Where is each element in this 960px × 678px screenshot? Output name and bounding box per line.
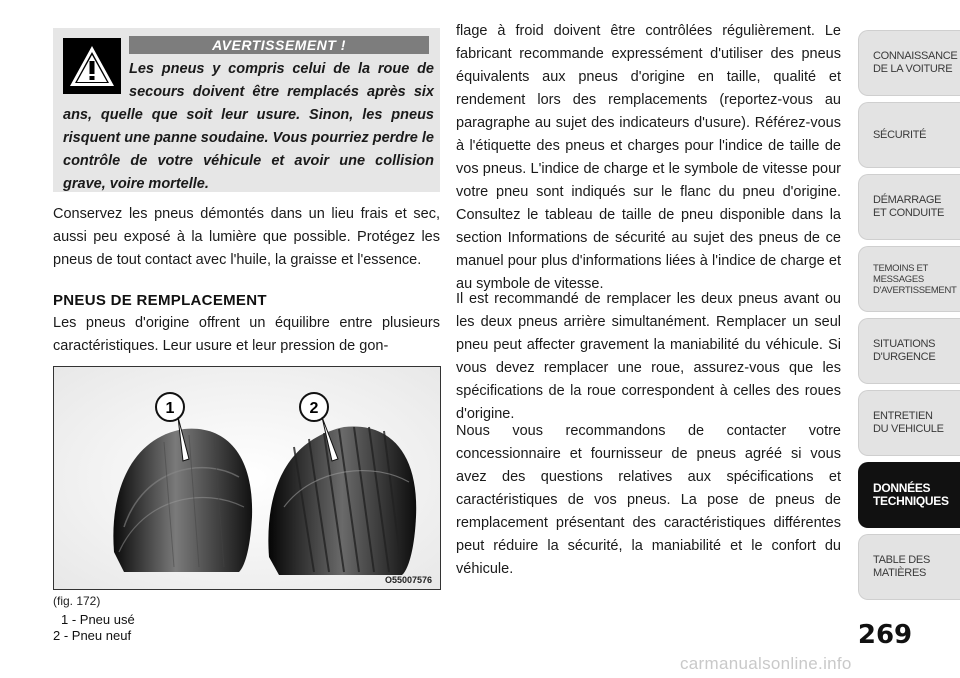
tire-figure xyxy=(53,366,441,590)
tab-demarrage[interactable]: DÉMARRAGE ET CONDUITE xyxy=(858,174,960,240)
figure-code: O55007576 xyxy=(384,575,432,585)
figure-caption: (fig. 172) xyxy=(53,594,101,608)
warning-title: AVERTISSEMENT ! xyxy=(129,36,429,54)
replacement-intro-paragraph: Les pneus d'origine offrent un équilibre entre plusieurs caractéristiques. Leur usure et leur pression de gon- xyxy=(53,315,440,354)
tab-securite[interactable]: SÉCURITÉ xyxy=(858,102,960,168)
axle-replacement-paragraph: Il est recommandé de remplacer les deux pneus avant ou les deux pneus arrière simultanément. Remplacer un seul pneu peut affecter gravement la maniabilité du véhicule. Si vous devez remplacer une roue, assurez-vous que les spécifications de la roue correspondent à celles des roues d'origine. xyxy=(456,291,841,422)
tab-situations-urgence[interactable]: SITUATIONS D'URGENCE xyxy=(858,318,960,384)
dealer-contact-paragraph: Nous vous recommandons de contacter votre concessionnaire et fournisseur de pneus agréé si vous avez des questions relatives aux spécifications et caractéristiques de vos pneus. La pose de pneus de remplacement présentant des caractéristiques différentes peut réduire la sécurité, la maniabilité et le confort du véhicule. xyxy=(456,423,841,577)
tab-donnees-techniques[interactable]: DONNÉES TECHNIQUES xyxy=(858,462,960,528)
tab-entretien[interactable]: ENTRETIEN DU VEHICULE xyxy=(858,390,960,456)
section-heading: PNEUS DE REMPLACEMENT xyxy=(53,292,267,309)
tab-table-matieres[interactable]: TABLE DES MATIÈRES xyxy=(858,534,960,600)
callout-2-label: 2 xyxy=(309,400,319,417)
pressure-paragraph: flage à froid doivent être contrôlées régulièrement. Le fabricant recommande expressément d'utiliser des pneus équivalents aux pneus d'origine en taille, qualité et rendement lors des remplacements (reportez-vous au paragraphe au sujet des indicateurs d'usure). Référez-vous à l'étiquette des pneus et charges pour l'indice de taille de vos pneus. L'indice de charge et le symbole de vitesse pour votre pneu sont indiqués sur le flanc du pneu d'origine. Consultez le tableau de taille de pneu disponible dans la section Informations de sécurité au sujet des pneus de ce manuel pour plus d'informations liées à l'indice de charge et au symbole de vitesse. xyxy=(456,23,841,292)
tab-connaissance[interactable]: CONNAISSANCE DE LA VOITURE xyxy=(858,30,960,96)
warning-box xyxy=(53,28,440,192)
tab-temoins[interactable]: TEMOINS ET MESSAGES D'AVERTISSEMENT xyxy=(858,246,960,312)
page-number: 269 xyxy=(857,620,913,650)
callout-1-label: 1 xyxy=(165,400,175,417)
figure-legend xyxy=(53,612,135,644)
storage-paragraph: Conservez les pneus démontés dans un lieu frais et sec, aussi peu exposé à la lumière que possible. Protégez les pneus de tout contact avec l'huile, la graisse et l'essence. xyxy=(53,206,440,268)
legend-item: 1 - Pneu usé xyxy=(61,612,135,627)
tire-illustration xyxy=(54,367,440,589)
warning-text: Les pneus y compris celui de la roue de secours doivent être remplacés après six ans, quelle que soit leur usure. Sinon, les pneus risquent une panne soudaine. Vous pourriez perdre le contrôle de votre véhicule et avoir une collision grave, voire mortelle. xyxy=(63,61,434,192)
watermark: carmanualsonline.info xyxy=(680,654,852,673)
chapter-tabs xyxy=(858,30,960,606)
legend-item: 2 - Pneu neuf xyxy=(53,628,132,643)
